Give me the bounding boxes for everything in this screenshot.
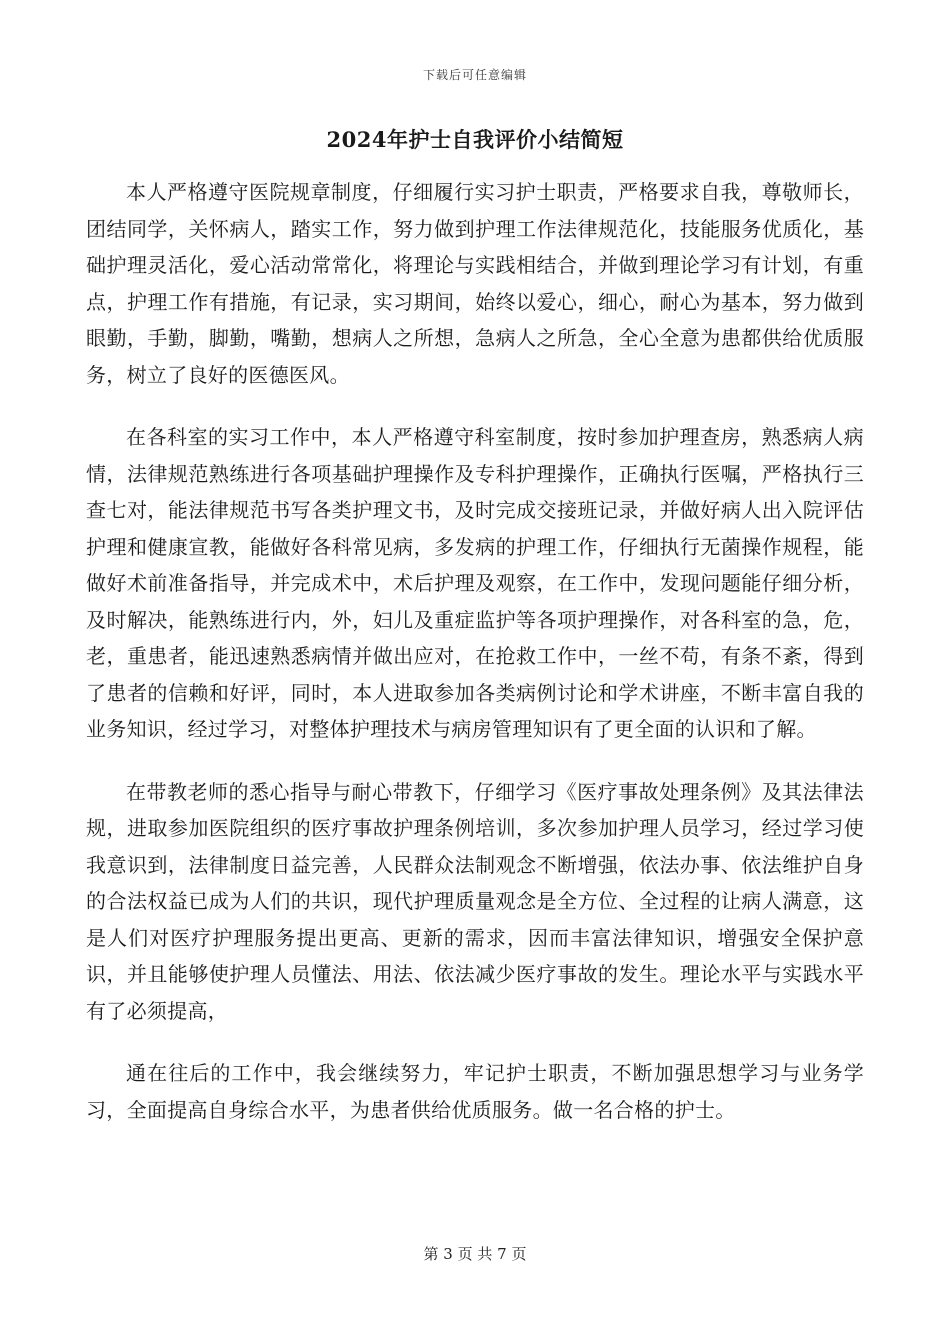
document-title: 2024年护士自我评价小结简短 [326,127,624,152]
paragraph-3: 在带教老师的悉心指导与耐心带教下，仔细学习《医疗事故处理条例》及其法律法规，进取参加医院组织的医疗事故护理条例培训，多次参加护理人员学习，经过学习使我意识到，法律制度日益完善，人民群众法制观念不断增强，依法办事、依法维护自身的合法权益已成为人们的共识，现代护理质量观念是全方位、全过程的让病人满意，这是人们对医疗护理服务提出更高、更新的需求，因而丰富法律知识，增强安全保护意识，并且能够使护理人员懂法、用法、依法减少医疗事故的发生。理论水平与实践水平有了必须提高， [86,779,864,1023]
paragraph-4: 通在往后的工作中，我会继续努力，牢记护士职责，不断加强思想学习与业务学习，全面提高自身综合水平，为患者供给优质服务。做一名合格的护士。 [86,1061,864,1122]
page-header-note: 下载后可任意编辑 [422,68,527,82]
document-body [86,174,864,1154]
page-number: 第 3 页 共 7 页 [423,1245,527,1263]
paragraph-1: 本人严格遵守医院规章制度，仔细履行实习护士职责，严格要求自我，尊敬师长，团结同学，关怀病人，踏实工作，努力做到护理工作法律规范化，技能服务优质化，基础护理灵活化，爱心活动常常化，将理论与实践相结合，并做到理论学习有计划，有重点，护理工作有措施，有记录，实习期间，始终以爱心，细心，耐心为基本，努力做到眼勤，手勤，脚勤，嘴勤，想病人之所想，急病人之所急，全心全意为患都供给优质服务，树立了良好的医德医风。 [86,180,864,387]
paragraph-2: 在各科室的实习工作中，本人严格遵守科室制度，按时参加护理查房，熟悉病人病情，法律规范熟练进行各项基础护理操作及专科护理操作，正确执行医嘱，严格执行三查七对，能法律规范书写各类护理文书，及时完成交接班记录，并做好病人出入院评估护理和健康宣教，能做好各科常见病，多发病的护理工作，仔细执行无菌操作规程，能做好术前准备指导，并完成术中，术后护理及观察，在工作中，发现问题能仔细分析，及时解决，能熟练进行内，外，妇儿及重症监护等各项护理操作，对各科室的急，危，老，重患者，能迅速熟悉病情并做出应对，在抢救工作中，一丝不苟，有条不紊，得到了患者的信赖和好评，同时，本人进取参加各类病例讨论和学术讲座，不断丰富自我的业务知识，经过学习，对整体护理技术与病房管理知识有了更全面的认识和了解。 [86,425,864,741]
